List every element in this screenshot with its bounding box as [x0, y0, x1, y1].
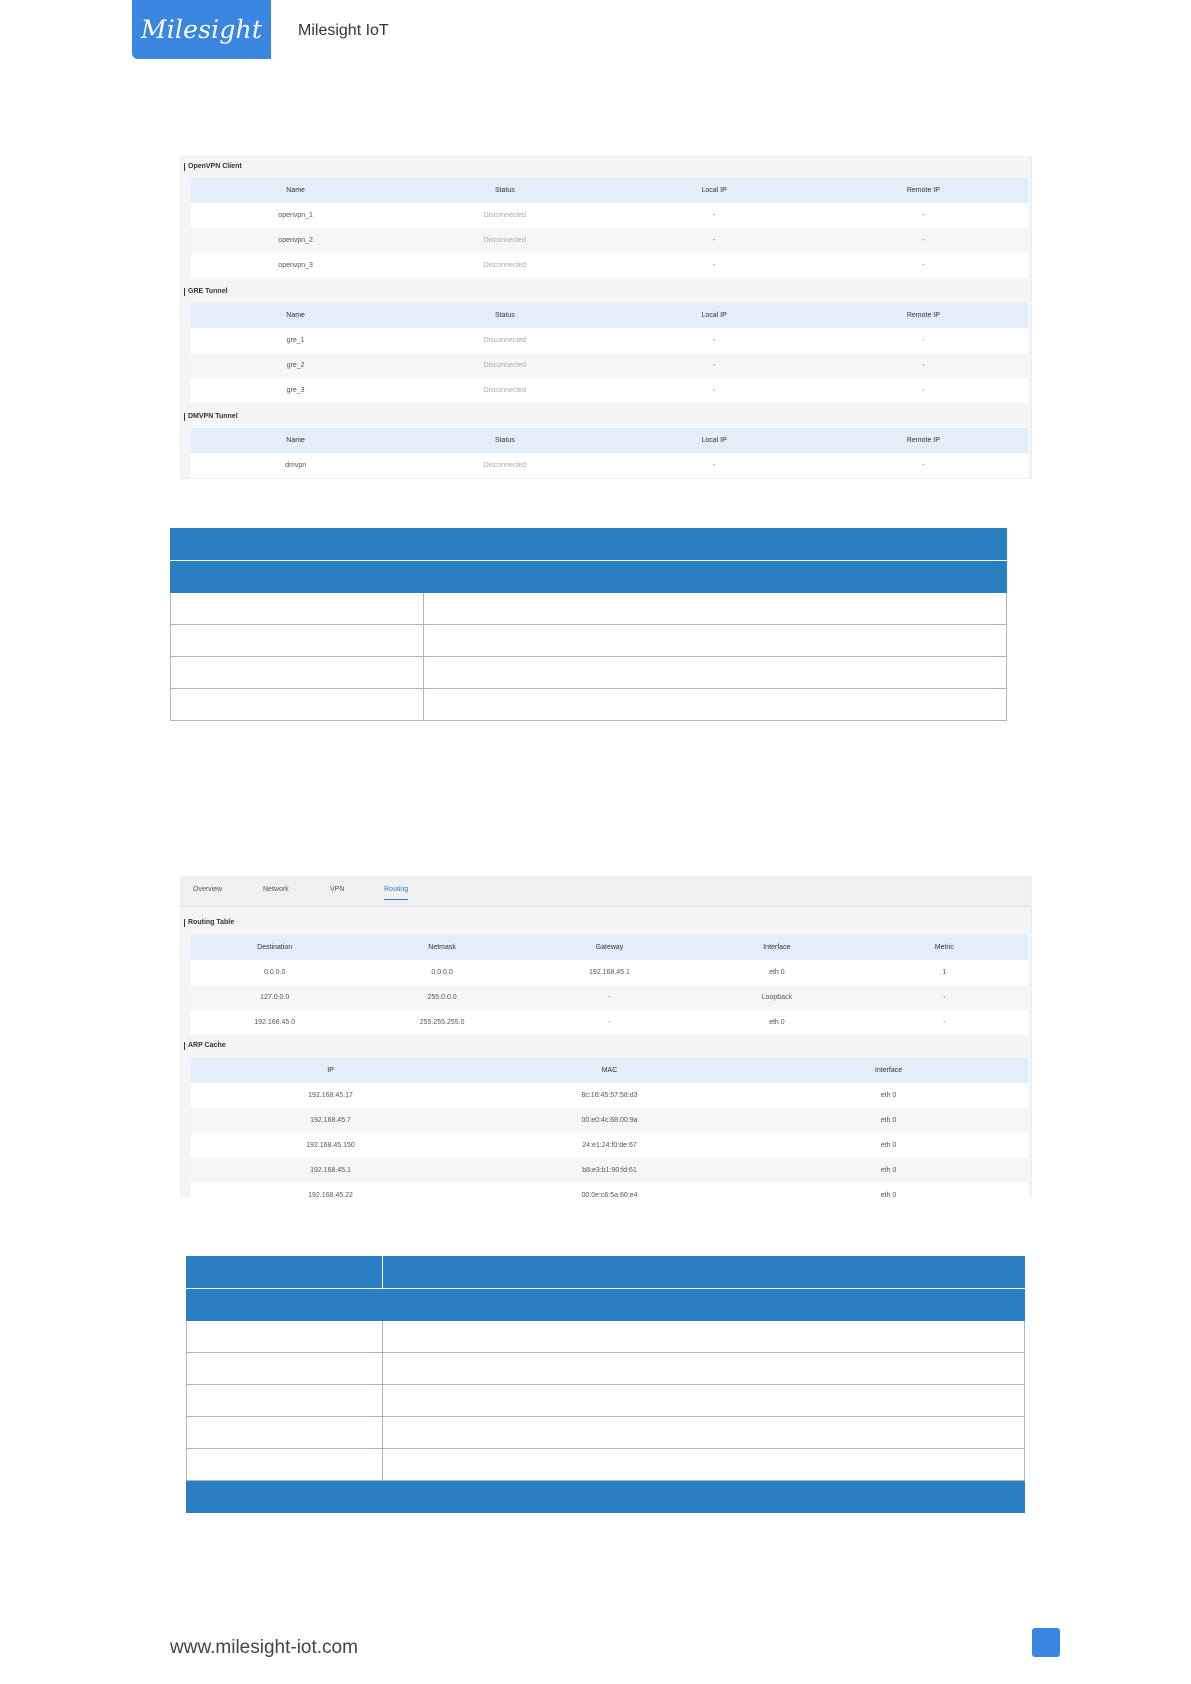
table-cell: eth 0 — [749, 1133, 1028, 1158]
table-cell: - — [610, 203, 819, 228]
table-cell: 192.168.45.150 — [191, 1133, 470, 1158]
column-header: Netmask — [358, 935, 525, 960]
table-row — [187, 1449, 1025, 1481]
parameter-table-1 — [170, 528, 1007, 721]
table-cell: - — [819, 353, 1028, 378]
gre-section-title: GRE Tunnel — [184, 288, 228, 296]
table-section-row — [187, 1289, 1025, 1321]
table-row — [191, 253, 1028, 278]
table-cell: 255.0.0.0 — [358, 985, 525, 1010]
table-header-row — [191, 303, 1028, 328]
table-cell: - — [610, 453, 819, 478]
column-header: Interface — [693, 935, 860, 960]
routing-table-title: Routing Table — [184, 919, 234, 927]
table-cell: 24:e1:24:f0:de:67 — [470, 1133, 749, 1158]
table-header-row — [187, 1257, 1025, 1289]
column-header: Local IP — [610, 428, 819, 453]
table-row — [191, 328, 1028, 353]
table-cell: eth 0 — [749, 1158, 1028, 1183]
table-row — [191, 378, 1028, 403]
table-row — [171, 657, 1007, 689]
tab-overview[interactable]: Overview — [193, 886, 223, 893]
table-cell: - — [610, 378, 819, 403]
vpn-status-panel — [180, 156, 1032, 479]
column-header: Local IP — [610, 303, 819, 328]
dmvpn-section-title: DMVPN Tunnel — [184, 413, 238, 421]
table-row — [191, 1083, 1028, 1108]
table-cell: Loopback — [693, 985, 860, 1010]
column-header: Interface — [749, 1058, 1028, 1083]
openvpn-table — [191, 178, 1028, 278]
table-row — [191, 203, 1028, 228]
table-cell: 255.255.255.0 — [358, 1010, 525, 1035]
table-cell: eth 0 — [749, 1108, 1028, 1133]
table-cell: Disconnected — [400, 228, 609, 253]
column-header: Remote IP — [819, 178, 1028, 203]
table-row — [191, 1133, 1028, 1158]
table-row — [171, 625, 1007, 657]
column-header: IP — [191, 1058, 470, 1083]
table-cell: - — [610, 253, 819, 278]
column-header: Local IP — [610, 178, 819, 203]
dmvpn-table — [191, 428, 1028, 478]
table-cell: Disconnected — [400, 253, 609, 278]
table-cell: - — [819, 328, 1028, 353]
table-cell: openvpn_1 — [191, 203, 400, 228]
table-cell: dmvpn — [191, 453, 400, 478]
table-cell: Disconnected — [400, 453, 609, 478]
column-header: MAC — [470, 1058, 749, 1083]
status-tabs — [181, 877, 1031, 907]
table-row — [187, 1353, 1025, 1385]
table-row — [191, 1108, 1028, 1133]
table-cell: Disconnected — [400, 378, 609, 403]
table-cell: - — [610, 228, 819, 253]
table-cell: eth 0 — [693, 1010, 860, 1035]
column-header: Status — [400, 178, 609, 203]
table-cell: 0.0.0.0 — [191, 960, 358, 985]
table-row — [191, 1183, 1028, 1208]
column-header: Remote IP — [819, 303, 1028, 328]
table-title-row — [171, 529, 1007, 561]
table-row — [191, 353, 1028, 378]
column-header: Destination — [191, 935, 358, 960]
table-header-row — [191, 428, 1028, 453]
table-cell: 192.168.45.0 — [191, 1010, 358, 1035]
table-header-row — [191, 1058, 1028, 1083]
table-cell: 127.0.0.0 — [191, 985, 358, 1010]
column-header: Gateway — [526, 935, 693, 960]
table-cell: Disconnected — [400, 203, 609, 228]
table-cell: 192.168.45.1 — [526, 960, 693, 985]
table-cell: - — [819, 378, 1028, 403]
table-header-row — [191, 178, 1028, 203]
table-cell: 00:e0:4c:68:00:9a — [470, 1108, 749, 1133]
table-cell: eth 0 — [693, 960, 860, 985]
table-cell: 192.168.45.17 — [191, 1083, 470, 1108]
table-cell: - — [819, 228, 1028, 253]
openvpn-section-title: OpenVPN Client — [184, 163, 242, 171]
table-header-row — [191, 935, 1028, 960]
tab-vpn[interactable]: VPN — [330, 886, 345, 893]
arp-cache-table — [191, 1058, 1028, 1208]
table-cell: 8c:16:45:57:58:d3 — [470, 1083, 749, 1108]
footer-website-url: www.milesight-iot.com — [170, 1637, 358, 1658]
table-section-row — [187, 1481, 1025, 1513]
column-header: Name — [191, 303, 400, 328]
column-header: Metric — [861, 935, 1028, 960]
gre-table — [191, 303, 1028, 403]
routing-status-panel — [180, 876, 1032, 1197]
table-row — [191, 1010, 1028, 1035]
table-cell: eth 0 — [749, 1083, 1028, 1108]
column-header: Name — [191, 428, 400, 453]
table-row — [171, 593, 1007, 625]
header-company-name: Milesight IoT — [298, 22, 389, 39]
table-row — [191, 960, 1028, 985]
column-header: Status — [400, 428, 609, 453]
table-cell: b8:e3:b1:90:fd:61 — [470, 1158, 749, 1183]
table-cell: openvpn_2 — [191, 228, 400, 253]
table-cell: gre_2 — [191, 353, 400, 378]
table-row — [187, 1417, 1025, 1449]
column-header: Remote IP — [819, 428, 1028, 453]
milesight-logo: Milesight — [132, 0, 271, 59]
table-cell: - — [610, 353, 819, 378]
table-cell: - — [526, 1010, 693, 1035]
routing-table — [191, 935, 1028, 1035]
table-cell: - — [861, 985, 1028, 1010]
table-cell: - — [861, 1010, 1028, 1035]
table-cell: openvpn_3 — [191, 253, 400, 278]
column-header: Name — [191, 178, 400, 203]
table-cell: gre_3 — [191, 378, 400, 403]
table-row — [187, 1385, 1025, 1417]
table-row — [187, 1321, 1025, 1353]
column-header: Status — [400, 303, 609, 328]
table-row — [191, 453, 1028, 478]
table-cell: 192.168.45.7 — [191, 1108, 470, 1133]
tab-routing[interactable]: Routing — [384, 886, 408, 900]
table-cell: Disconnected — [400, 353, 609, 378]
parameter-table-2 — [186, 1256, 1025, 1513]
table-cell: eth 0 — [749, 1183, 1028, 1208]
table-cell: - — [526, 985, 693, 1010]
table-cell: gre_1 — [191, 328, 400, 353]
table-row — [191, 228, 1028, 253]
table-cell: - — [819, 203, 1028, 228]
table-row — [191, 1158, 1028, 1183]
table-cell: Disconnected — [400, 328, 609, 353]
page-number-badge — [1032, 1628, 1060, 1657]
table-cell: - — [610, 328, 819, 353]
table-cell: 192.168.45.1 — [191, 1158, 470, 1183]
table-header-row — [171, 561, 1007, 593]
table-cell: - — [819, 253, 1028, 278]
table-row — [191, 985, 1028, 1010]
table-cell: 192.168.45.22 — [191, 1183, 470, 1208]
table-cell: 0.0.0.0 — [358, 960, 525, 985]
arp-cache-title: ARP Cache — [184, 1042, 226, 1050]
table-row — [171, 689, 1007, 721]
table-cell: 00:0e:c6:5a:60:e4 — [470, 1183, 749, 1208]
table-cell: 1 — [861, 960, 1028, 985]
tab-network[interactable]: Network — [263, 886, 289, 893]
table-cell: - — [819, 453, 1028, 478]
